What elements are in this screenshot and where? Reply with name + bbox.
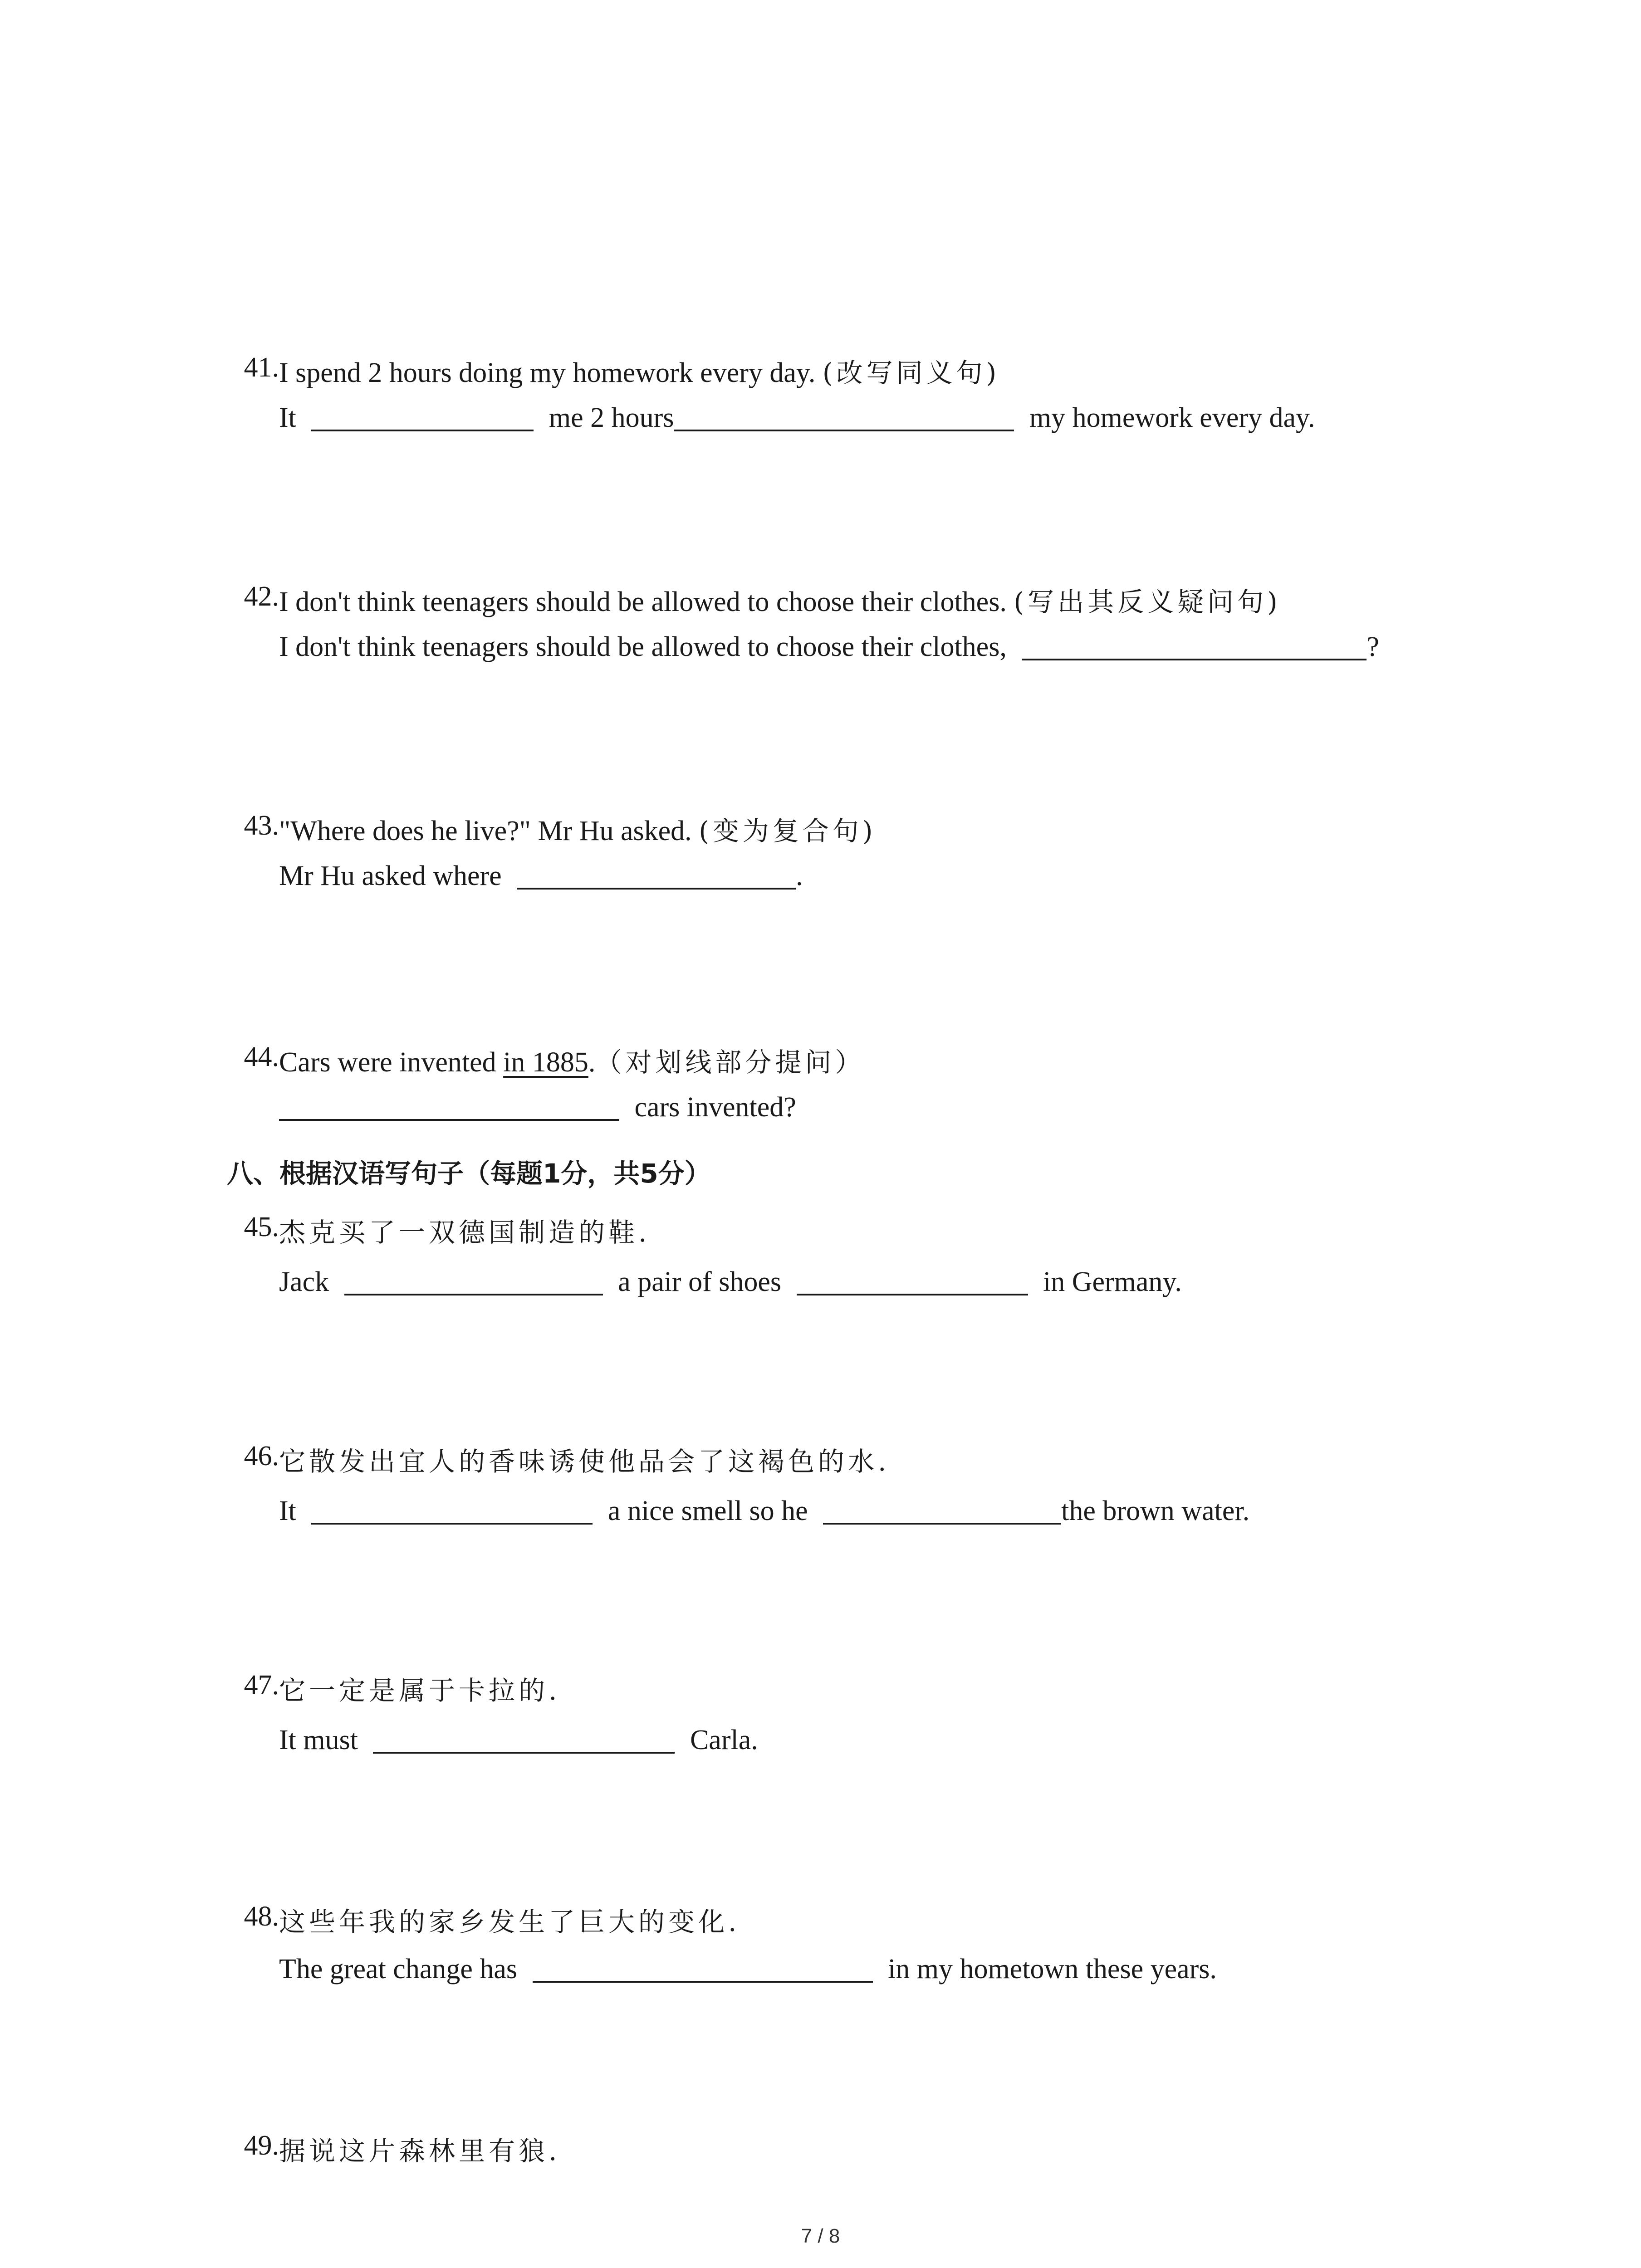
question-41-instruction: (改写同义句) [822,357,1000,388]
question-42-answer-part-1: I don't think teenagers should be allowed to choose their clothes, [279,631,1007,662]
question-41-answer-part-3: my homework every day. [1029,402,1315,433]
question-46-blank-2[interactable] [823,1495,1061,1525]
question-41-prompt [279,352,1000,390]
question-41-sentence: I spend 2 hours doing my homework every day. [279,357,816,388]
question-48-answer-part-2: in my hometown these years. [888,1954,1217,1984]
question-43-sentence: "Where does he live?" Mr Hu asked. [279,816,692,846]
question-44-sentence-end: . [588,1047,596,1078]
question-45-number: 45. [244,1212,279,1242]
question-45-prompt: 杰克买了一双德国制造的鞋. [279,1217,651,1248]
question-44-instruction: （对划线部分提问） [595,1047,865,1078]
question-47-prompt: 它一定是属于卡拉的. [279,1675,561,1706]
question-44-answer-line [279,1091,796,1124]
question-44-blank-1[interactable] [279,1091,619,1121]
question-42-blank-1[interactable] [1022,631,1367,660]
question-41-answer-line [279,401,1315,434]
question-43-number: 43. [244,810,279,841]
question-41-number: 41. [244,352,279,383]
question-46-answer-part-2: a nice smell so he [607,1496,808,1526]
question-48-answer-part-1: The great change has [279,1954,518,1984]
question-45-blank-2[interactable] [797,1266,1028,1295]
question-43-answer-part-1: Mr Hu asked where [279,860,502,891]
question-49-number: 49. [244,2130,279,2161]
question-45-answer-part-3: in Germany. [1043,1266,1182,1297]
question-48-blank-1[interactable] [533,1953,873,1983]
question-45-answer-part-1: Jack [279,1266,329,1297]
question-44-sentence-start: Cars were invented [279,1047,496,1078]
question-41-blank-1[interactable] [311,401,534,431]
question-42-sentence: I don't think teenagers should be allowed to choose their clothes. [279,587,1007,617]
section-header: 八、根据汉语写句子（每题1分，共5分） [227,1158,711,1189]
question-46-number: 46. [244,1441,279,1471]
question-43-answer-line [279,860,803,892]
question-42-answer-part-2: ? [1367,631,1379,662]
question-42-instruction: (写出其反义疑问句) [1014,587,1281,617]
question-49-prompt: 据说这片森林里有狼. [279,2136,561,2166]
question-46-answer-part-1: It [279,1496,296,1526]
question-47-number: 47. [244,1670,279,1701]
question-46-answer-part-3: the brown water. [1061,1496,1250,1526]
question-46-blank-1[interactable] [311,1495,593,1525]
question-46-answer-line [279,1495,1249,1527]
question-41-answer-part-2: me 2 hours [549,402,674,433]
question-44-prompt [279,1041,865,1079]
question-45-answer-line [279,1266,1182,1298]
page-indicator: 7 / 8 [801,2225,840,2247]
question-47-answer-part-1: It must [279,1725,358,1755]
question-42-answer-line [279,631,1379,663]
question-47-answer-line [279,1724,758,1756]
question-43-prompt [279,810,876,848]
question-48-prompt: 这些年我的家乡发生了巨大的变化. [279,1906,740,1937]
question-47-answer-part-2: Carla. [690,1725,758,1755]
question-44-number: 44. [244,1041,279,1072]
question-42-prompt [279,581,1281,619]
question-41-answer-part-1: It [279,402,296,433]
question-44-answer-part-1: cars invented? [634,1092,796,1123]
question-43-answer-part-2: . [796,860,803,891]
question-45-answer-part-2: a pair of shoes [618,1266,782,1297]
question-45-blank-1[interactable] [344,1266,603,1295]
question-48-answer-line [279,1953,1217,1985]
question-47-blank-1[interactable] [373,1724,675,1754]
question-43-blank-1[interactable] [517,860,796,890]
question-42-number: 42. [244,581,279,612]
question-46-prompt: 它散发出宜人的香味诱使他品会了这褐色的水. [279,1446,890,1477]
question-43-instruction: (变为复合句) [699,816,877,846]
question-48-number: 48. [244,1901,279,1932]
question-44-underlined-phrase: in 1885 [503,1047,588,1078]
question-41-blank-2[interactable] [674,401,1014,431]
